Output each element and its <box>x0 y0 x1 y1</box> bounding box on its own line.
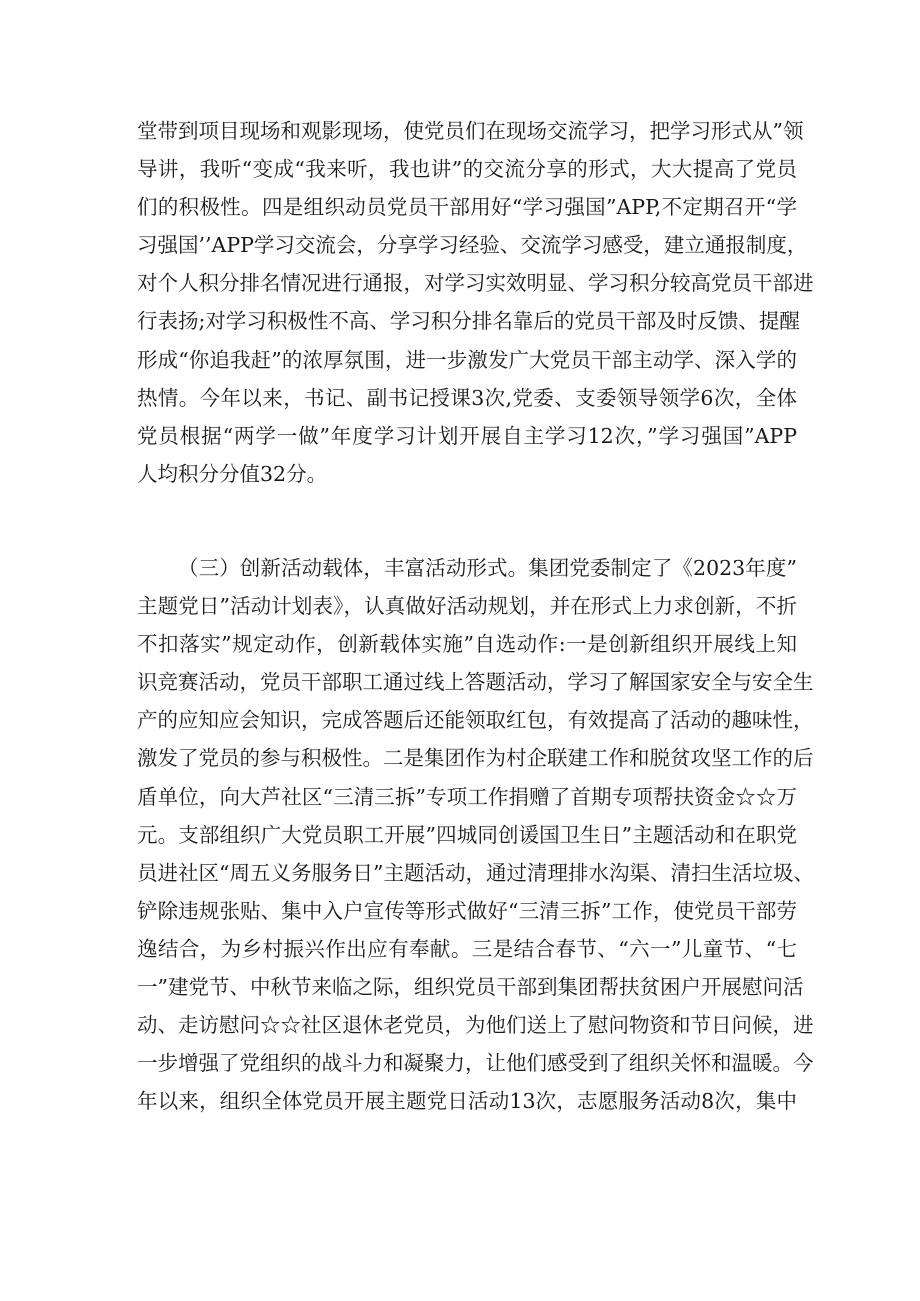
text-line: 行表扬;对学习积极性不高、学习积分排名靠后的党员干部及时反馈、提醒 <box>137 309 800 334</box>
text-line: 导讲，我听“变成“我来听，我也讲”的交流分享的形式，大大提高了党员 <box>137 157 797 182</box>
text-line: 人均积分分值32分。 <box>137 461 328 486</box>
text-line: 铲除违规张贴、集中入户宣传等形式做好“三清三拆”工作，使党员干部劳 <box>137 898 797 923</box>
text-line: 习强国’’APP学习交流会，分享学习经验、交流学习感受，建立通报制度， <box>137 233 808 258</box>
text-line: 形成“你追我赶”的浓厚氛围，进一步激发广大党员干部主动学、深入学的 <box>137 347 797 372</box>
text-line: 对个人积分排名情况进行通报，对学习实效明显、学习积分较高党员干部进 <box>137 271 814 296</box>
section-heading-line: （三）创新活动载体，丰富活动形式。集团党委制定了《2023年度” <box>178 556 797 580</box>
text-line: 不扣落实”规定动作，创新载体实施”自选动作:一是创新组织开展线上知 <box>137 632 797 657</box>
text-line: 堂带到项目现场和观影现场，使党员们在现场交流学习，把学习形式从”领 <box>137 119 804 143</box>
text-line: 激发了党员的参与积极性。二是集团作为村企联建工作和脱贫攻坚工作的后 <box>137 746 814 771</box>
paragraph-innovative-activities <box>137 549 814 1120</box>
text-line: 产的应知应会知识，完成答题后还能领取红包，有效提高了活动的趣味性， <box>137 708 814 733</box>
text-line: 一”建党节、中秋节来临之际，组织党员干部到集团帮扶贫困户开展慰问活 <box>137 975 804 1000</box>
text-line: 年以来，组织全体党员开展主题党日活动13次，志愿服务活动8次，集中 <box>137 1089 797 1114</box>
text-line: 党员根据“两学一做”年度学习计划开展自主学习12次，”学习强国”APP <box>137 423 797 448</box>
text-line: 一步增强了党组织的战斗力和凝聚力，让他们感受到了组织关怀和温暖。今 <box>137 1051 814 1076</box>
text-line: 热情。今年以来，书记、副书记授课3次,党委、支委领导领学6次，全体 <box>137 385 797 410</box>
text-line: 元。支部组织广大党员职工开展”四城同创谖国卫生日”主题活动和在职党 <box>137 822 797 847</box>
text-line: 主题党日”活动计划表》，认真做好活动规划，并在形式上力求创新，不折 <box>137 594 797 619</box>
paragraph-study-activities <box>137 112 814 493</box>
text-line: 动、走访慰问☆☆社区退休老党员，为他们送上了慰问物资和节日问候，进 <box>137 1013 814 1038</box>
text-line: 员进社区“周五义务服务日”主题活动，通过清理排水沟渠、清扫生活垃圾、 <box>137 860 814 885</box>
text-line: 们的积极性。四是组织动员党员干部用好“学习强国”APP,不定期召开“学 <box>137 195 797 220</box>
text-line: 识竞赛活动，党员干部职工通过线上答题活动，学习了解国家安全与安全生 <box>137 670 814 695</box>
text-line: 逸结合，为乡村振兴作出应有奉献。三是结合春节、“六一”儿童节、“七 <box>137 936 797 961</box>
text-line: 盾单位，向大芦社区“三清三拆”专项工作捐赠了首期专项帮扶资金☆☆万 <box>137 784 797 809</box>
